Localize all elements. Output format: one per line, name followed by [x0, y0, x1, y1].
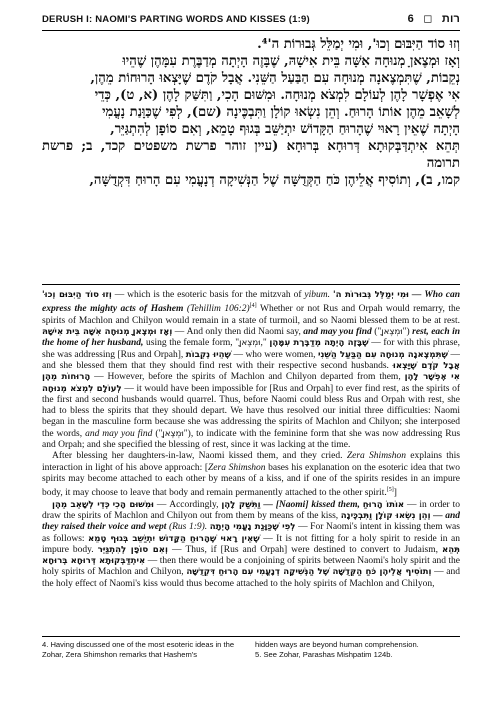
hebrew-lemma: וְהֵן נִשְׂאוּ קוֹלָן וַתִּבְכֶּינָה [340, 510, 431, 521]
hebrew-lemma: אֲבָל קֹדֶם שֶׁיָּצְאוּ הָרוּחוֹת מֵהֶן [42, 360, 460, 383]
hebrew-line-4: אִי אֶפְשָׁר לָהֶן לְעוֹלָם לִמְצֹא מְנוּחָה. וּמִשּׁוּם הָכִי, וַתִּשַּׁק לָהֶן (א, ט), כְּדֵי [94, 88, 460, 103]
hebrew-lemma: וְזוּ סוֹד הַיִּבּוּם וְכוּ' [42, 290, 112, 300]
header-right [402, 12, 460, 25]
text-run: After blessing her daughters-in-law, Naomi kissed them, and they cried. [52, 451, 347, 462]
text-run: and may you find [85, 428, 153, 439]
text-run: Zera Shimshon [346, 451, 407, 462]
text-run: and may you find [303, 327, 372, 338]
running-header [42, 12, 460, 28]
text-run: (" [152, 428, 163, 439]
text-run: Zera Shimshon [208, 462, 266, 473]
text-run: ] [393, 488, 397, 499]
footnote-4-continued: hidden ways are beyond human comprehension. [255, 640, 419, 649]
english-commentary [42, 290, 460, 630]
hebrew-lemma: וּמִשּׁוּם הָכִי [112, 499, 154, 510]
hebrew-lemma: לְפִי שֶׁכַּוָּנַת נָעֳמִי הָיְתָה [209, 522, 296, 533]
commentary-paragraph-2 [42, 451, 460, 499]
book-name: רות [441, 13, 460, 25]
text-run: — It is not fitting for a holy spirit to reside in an impure body. [42, 533, 460, 555]
text-run: — who were women, [231, 349, 318, 360]
hebrew-word: וּמְצֶאןָ [381, 327, 403, 338]
hebrew-line-3: נְקֵבוֹת, שֶׁתִּמְצֶאנָה מְנוּחָה עִם הַבַּעַל הַשֵּׁנִי. אֲבָל קֹדֶם שֶׁיָּצְאוּ הָרוּחוֹת מֵהֶן, [90, 71, 460, 86]
footnote-ref: [4] [249, 303, 257, 310]
footnote-column-2 [255, 640, 460, 659]
text-run: — and the holy effect of Naomi's kiss would thus become attached to the holy spirits of Machlon and Chilyon, [42, 567, 460, 589]
hebrew-lemma: וְתוֹסִיף אֲלֵיהֶן כֹּחַ הַקְּדֻשָּׁה שֶׁל הַנְּשִׁיקָה דְנָעֳמִי עִם הָרוּחַ דִּקְדֻשָּׁה [186, 567, 432, 578]
hebrew-line-8: קמו, ב), וְתוֹסִיף אֲלֵיהֶן כֹּחַ הַקְּדֻשָּׁה שֶׁל הַנְּשִׁיקָה דְנָעֳמִי עִם הָרוּחַ דִּקְדֻשָּׁה, [89, 173, 460, 188]
commentary-paragraph-3 [42, 500, 460, 590]
hebrew-lemma: אִי אֶפְשָׁר לָהֶן לְעוֹלָם לִמְצֹא מְנוּחָה [42, 372, 460, 394]
text-run: rest, each in the home of her husband, [42, 327, 460, 349]
text-run: — and they raised their voice and wept [42, 510, 460, 533]
commentary-paragraph-1 [42, 290, 460, 451]
text-run: — [Naomi] kissed them, [260, 499, 363, 510]
running-head-title: DERUSH I: NAOMI'S PARTING WORDS AND KISSES (1:9) [42, 14, 310, 25]
text-run: — which is the esoteric basis for the mitzvah of [111, 290, 305, 300]
hebrew-line-1: וְזוּ סוֹד הַיִּבּוּם וְכוּ', וּמִי יְמַלֵּל גְּבוּרוֹת ה'⁴. [257, 37, 460, 52]
footnote-5: 5. See Zohar, Parashas Mishpatim 124b. [255, 649, 393, 659]
text-run: — For Naomi's intent in kissing them was as follows: [42, 522, 460, 544]
hebrew-word: וּמְצֶאןָ [162, 428, 184, 439]
hebrew-lemma: שֶׁבָּזֶה הָיְתָה מְדַבֶּרֶת עִמָּהֶן [269, 338, 369, 349]
hebrew-line-2: וְאָז וּמְצֶאןָ מְנוּחָה אִשָּׁה בֵּית אִישָׁהּ, שֶׁבָּזֶה הָיְתָה מְדַבֶּרֶת עִמָּהֶן שֶׁהֵיוּ [122, 54, 460, 69]
text-run: — However, before the spirits of Machlon and Chilyon departed from them, [90, 372, 405, 383]
page-number: 6 [407, 13, 414, 25]
hebrew-word: וּמְצֶאןָ [239, 338, 261, 349]
text-run: — in order to draw the spirits of Machlon and Chilyon out from them by means of the kiss, [42, 499, 460, 521]
text-run: using the female form, " [143, 338, 240, 349]
footnote-4: 4. Having discussed one of the most esoteric ideas in the Zohar, Zera Shimshon remarks that Hashem's [42, 640, 235, 659]
text-run: — Accordingly, [153, 499, 222, 510]
text-run: ") [402, 327, 413, 338]
text-run: Whether or not Rus and Orpah would remarry, the spirits of Machlon and Chilyon would remain in a state of turmoil, and so Naomi blessed them to be at rest. [42, 304, 460, 326]
text-run: bases his explanation on the esoteric idea that two spirits may become attached to each other by means of a kiss, and if one of the spirits resides in an impure body, it may choose to leave that body and remain permanently attached to the other spirit. [42, 462, 460, 499]
hebrew-lemma: וְאָז וּמְצֶאןָ מְנוּחָה אִשָּׁה בֵּית אִישָׁהּ [42, 327, 173, 338]
hebrew-line-7: תְּהֵא אִיתְדַּבְּקוּתָא דְּרוּחָא בְּרוּחָא (עיין זוהר פרשת משפטים קכד, ב; פרשת תרומה [42, 139, 460, 171]
text-run: — And only then did Naomi say, [172, 327, 304, 338]
scripture-reference: (Rus 1:9). [166, 522, 210, 533]
hebrew-lemma: כְּדֵי לְשָׁאֵב מֵהֶן [52, 499, 110, 510]
text-run: — it would have been impossible for [Rus and Orpah] to ever find rest, as the spirits of the first and second husbands would quarrel. Thus, before Naomi could bless Rus and Orpah with rest, she had to bless the spirits that they should depart. We have thus resolved our initial three difficulties: Naomi began in the masculine form because she was addressing the spirits of Machlon and Chilyon; she interposed the words, [42, 383, 460, 439]
hebrew-text-block [42, 36, 460, 282]
footnote-ref: [5] [386, 487, 394, 494]
text-run: — Thus, if [Rus and Orpah] were destined to convert to Judaism, [167, 544, 442, 555]
hebrew-lemma: תְּהֵא אִיתְדַּבְּקוּתָא דְּרוּחָא בְּרוּחָא [42, 544, 460, 567]
text-run: ," [260, 338, 270, 349]
text-run: — Who can express the mighty acts of Hashem [42, 290, 460, 315]
text-run: yibum. [304, 290, 331, 300]
section-divider [42, 284, 460, 285]
hebrew-lemma: שֶׁאֵין רָאוּי שֶׁהָרוּחַ הַקָּדוֹשׁ יִתְיַשֵּׁב בְּגוּף טָמֵא [88, 533, 260, 544]
text-run: — for with this phrase, she was addressing [Rus and Orpah], [42, 338, 460, 360]
header-divider [42, 30, 460, 31]
text-run: "), to indicate with the feminine form that she was now addressing Rus and Orpah; and she specified the blessing of rest, since it was lacking at the time. [42, 428, 460, 451]
text-run: (" [371, 327, 382, 338]
box-glyph: ◻ [423, 13, 433, 25]
hebrew-lemma: אוֹתוֹ הָרוּחַ [362, 499, 405, 510]
hebrew-lemma: וְאִם סוֹפָן לְהִתְגַּיֵּר [97, 544, 168, 555]
hebrew-line-5: לְשָׁאֵב מֵהֶן אוֹתוֹ הָרוּחַ. וְהֵן נִשְׂאוּ קוֹלָן וַתִּבְכֶּינָה (שם), לְפִי שֶׁכַּוָּנַת נָעֳמִי [102, 105, 460, 120]
hebrew-lemma: וַתִּשַּׁק לָהֶן [221, 499, 261, 510]
hebrew-lemma: שֶׁהֵיוּ נְקֵבוֹת [185, 349, 232, 360]
text-run: — and she blessed them that they should find rest with their respective second husbands. [42, 349, 460, 371]
scripture-reference: (Tehillim 106:2) [183, 304, 250, 315]
text-run: — then there would be a conjoining of spirits between Naomi's holy spirit and the holy spirits of Machlon and Chilyon, [42, 556, 460, 578]
footnotes [42, 640, 460, 680]
hebrew-lemma: וּמִי יְמַלֵּל גְּבוּרוֹת ה' [332, 290, 409, 300]
hebrew-line-6: הָיְתָה שֶׁאֵין רָאוּי שֶׁהָרוּחַ הַקָּדוֹשׁ יִתְיַשֵּׁב בְּגוּף טָמֵא, וְאִם סוֹפָן לְהִתְגַּיֵּר, [110, 122, 460, 137]
text-run: explains this interaction in light of his above approach: [ [42, 451, 460, 473]
footnote-divider [42, 636, 460, 637]
hebrew-lemma: שֶׁתִּמְצֶאנָה מְנוּחָה עִם הַבַּעַל הַשֵּׁנִי [317, 349, 449, 360]
